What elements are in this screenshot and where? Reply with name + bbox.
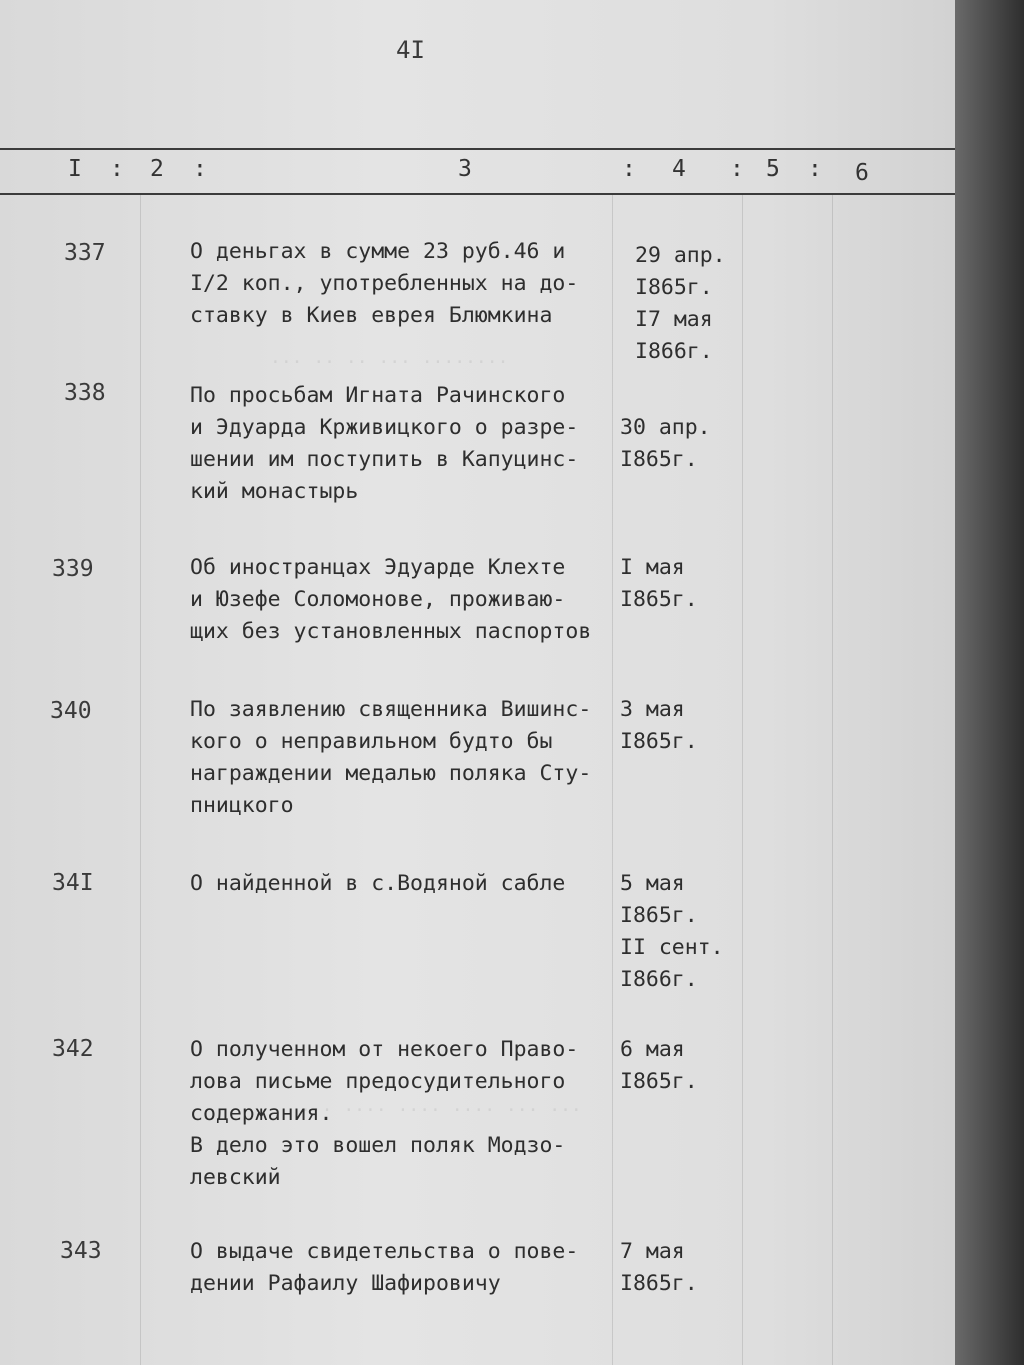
entry-line: О деньгах в сумме 23 руб.46 и [190,239,566,264]
column-header-5: 5 [766,156,780,182]
entry-date-line: 6 мая [620,1037,685,1062]
entry-number: 343 [60,1238,102,1264]
entry-dates [620,552,698,616]
entry-description [190,694,610,822]
entry-dates [620,868,724,996]
entry-date-line: I865г. [620,1271,698,1296]
entry-line: I/2 коп., употребленных на до- [190,271,579,296]
entry-description [190,1034,610,1194]
entry-line: ставку в Киев еврея Блюмкина [190,303,553,328]
entry-date-line: I865г. [620,729,698,754]
entry-number: 34I [52,870,94,896]
entry-description [190,380,610,508]
entry-description [190,236,610,332]
entry-date-line: I865г. [620,587,698,612]
entry-number: 339 [52,556,94,582]
entry-line: О найденной в с.Водяной сабле [190,871,566,896]
entry-line: О выдаче свидетельства о пове- [190,1239,579,1264]
entry-number: 338 [64,380,106,406]
entry-date-line: II сент. [620,935,724,960]
entry-description [190,868,610,900]
bleed-through-text: ··· ···· ···· ···· ··· ··· [300,1100,582,1121]
entry-line: содержания. [190,1101,333,1126]
entry-number: 340 [50,698,92,724]
column-guide-line [140,195,141,1365]
entry-line: По заявлению священника Вишинс- [190,697,592,722]
entry-date-line: I866г. [620,967,698,992]
entry-date-line: I мая [620,555,685,580]
entry-date-line: 5 мая [620,871,685,896]
column-header-1: I [68,156,82,182]
page-edge-shadow [955,0,1024,1365]
entry-line: В дело это вошел поляк Модзо- [190,1133,566,1158]
entry-line: награждении медалью поляка Сту- [190,761,592,786]
column-separator: : [808,156,822,182]
header-bottom-rule [0,193,955,195]
entry-date-line: I865г. [620,903,698,928]
column-guide-line [742,195,743,1365]
entry-description [190,1236,610,1300]
entry-line: кий монастырь [190,479,359,504]
entry-dates [620,1236,698,1300]
entry-dates [620,694,698,758]
entry-date-line: 3 мая [620,697,685,722]
column-header-3: 3 [458,156,472,182]
column-guide-line [832,195,833,1365]
entry-dates [620,412,711,476]
entry-line: и Эдуарда Крживицкого о разре- [190,415,579,440]
column-header-6: 6 [855,160,869,186]
entry-date-line: 7 мая [620,1239,685,1264]
entry-line: пницкого [190,793,294,818]
column-header-2: 2 [150,156,164,182]
column-separator: : [193,156,207,182]
entry-date-line: I866г. [635,339,713,364]
entry-line: шении им поступить в Капуцинс- [190,447,579,472]
entry-line: Об иностранцах Эдуарде Клехте [190,555,566,580]
entry-description [190,552,610,648]
column-separator: : [110,156,124,182]
entry-line: левский [190,1165,281,1190]
entry-dates [620,1034,698,1098]
entry-line: кого о неправильном будто бы [190,729,553,754]
entry-date-line: 30 апр. [620,415,711,440]
bleed-through-text: ··· ·· ·· ··· ········ [270,352,509,373]
entry-line: дении Рафаилу Шафировичу [190,1271,501,1296]
page-number: 4I [396,36,425,64]
entry-line: щих без установленных паспортов [190,619,592,644]
entry-dates [635,240,726,368]
entry-date-line: I865г. [635,275,713,300]
column-guide-line [612,195,613,1365]
column-header-4: 4 [672,156,686,182]
entry-date-line: I865г. [620,1069,698,1094]
entry-line: О полученном от некоего Право- [190,1037,579,1062]
entry-line: По просьбам Игната Рачинского [190,383,566,408]
entry-line: и Юзефе Соломонове, проживаю- [190,587,566,612]
entry-date-line: I865г. [620,447,698,472]
column-separator: : [730,156,744,182]
entry-number: 342 [52,1036,94,1062]
entry-date-line: I7 мая [635,307,713,332]
entry-number: 337 [64,240,106,266]
column-separator: : [622,156,636,182]
header-top-rule [0,148,955,150]
entry-line: лова письме предосудительного [190,1069,566,1094]
entry-date-line: 29 апр. [635,243,726,268]
